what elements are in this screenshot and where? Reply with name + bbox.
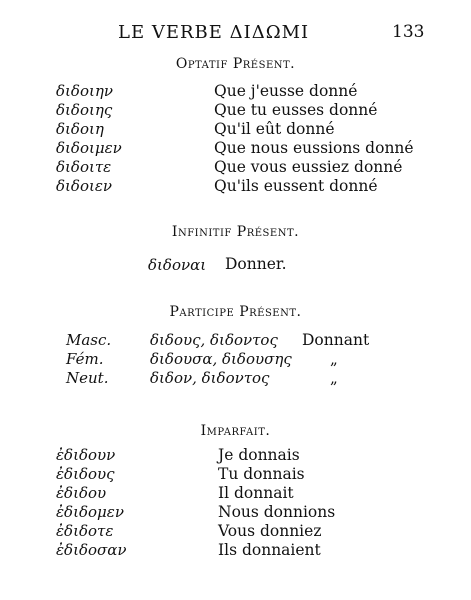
french-translation: Vous donniez [218, 522, 322, 540]
section-title-infinitif: Infinitif Présent. [171, 224, 300, 240]
gender-label: Masc. [66, 331, 112, 349]
conjugation-row [0, 82, 471, 102]
participle-row [0, 331, 471, 351]
greek-form: διδοιην [56, 82, 113, 100]
conjugation-row [0, 101, 471, 121]
conjugation-row [0, 522, 471, 542]
greek-form: ἐδιδοσαν [56, 541, 127, 559]
french-translation: Donnant [302, 331, 370, 349]
section-title-optatif: Optatif Présent. [175, 56, 296, 72]
greek-form: διδοιεν [56, 177, 113, 195]
conjugation-row [0, 503, 471, 523]
conjugation-row [0, 465, 471, 485]
french-translation: Nous donnions [218, 503, 336, 521]
greek-form: διδον, διδοντος [150, 369, 270, 387]
page-number: 133 [392, 22, 425, 42]
french-translation: Qu'il eût donné [214, 120, 335, 138]
section-title-participe: Participe Présent. [169, 304, 302, 320]
greek-form: διδοιης [56, 101, 113, 119]
french-translation: Donner. [225, 255, 287, 273]
french-translation: Que vous eussiez donné [214, 158, 403, 176]
participle-row [0, 350, 471, 370]
conjugation-row [0, 541, 471, 561]
french-translation: Qu'ils eussent donné [214, 177, 378, 195]
ditto-mark: „ [330, 369, 338, 387]
running-title: LE VERBE ΔΙΔΩΜΙ [118, 22, 310, 43]
greek-form: διδοιτε [56, 158, 112, 176]
conjugation-row [0, 139, 471, 159]
gender-label: Fém. [66, 350, 104, 368]
french-translation: Que tu eusses donné [214, 101, 378, 119]
section-title-imparfait: Imparfait. [200, 423, 271, 439]
ditto-mark: „ [330, 350, 338, 368]
greek-form: διδουσα, διδουσης [150, 350, 292, 368]
conjugation-row [0, 158, 471, 178]
gender-label: Neut. [66, 369, 109, 387]
conjugation-row [0, 177, 471, 197]
french-translation: Ils donnaient [218, 541, 321, 559]
french-translation: Je donnais [218, 446, 300, 464]
greek-form: διδοιμεν [56, 139, 122, 157]
french-translation: Tu donnais [218, 465, 305, 483]
greek-form: διδοιη [56, 120, 104, 138]
greek-form: διδοναι [148, 256, 207, 274]
french-translation: Que nous eussions donné [214, 139, 414, 157]
greek-form: ἐδιδοτε [56, 522, 114, 540]
greek-form: ἐδιδουν [56, 446, 116, 464]
french-translation: Que j'eusse donné [214, 82, 358, 100]
participle-row [0, 369, 471, 389]
conjugation-row [0, 120, 471, 140]
greek-form: ἐδιδομεν [56, 503, 124, 521]
french-translation: Il donnait [218, 484, 294, 502]
greek-form: διδους, διδοντος [150, 331, 278, 349]
conjugation-row [0, 484, 471, 504]
conjugation-row [0, 446, 471, 466]
greek-form: ἐδιδους [56, 465, 115, 483]
greek-form: ἐδιδου [56, 484, 107, 502]
